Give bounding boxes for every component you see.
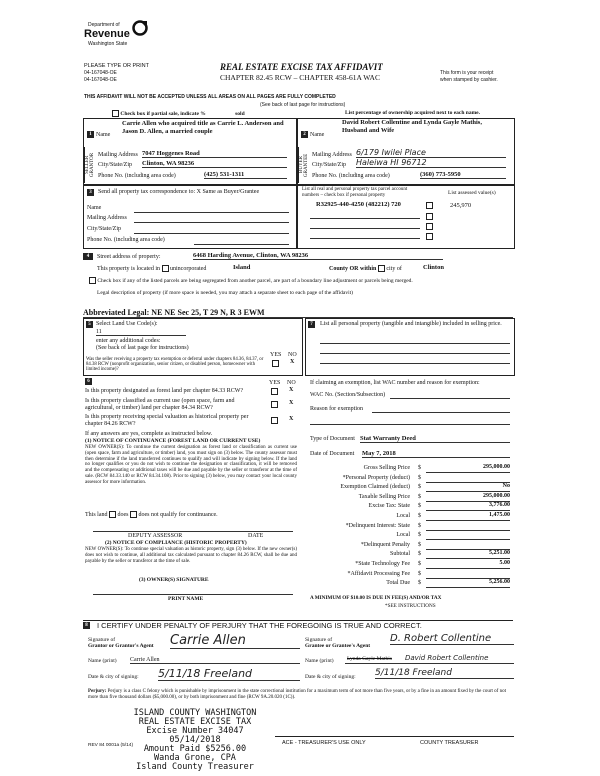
wac-label: WAC No. (Section/Subsection) <box>310 392 386 398</box>
seller-name: Carrie Allen who acquired title as Carrie L. Anderson and Jason D. Allen, a married couple <box>122 120 284 135</box>
section6-no: NO <box>287 380 296 386</box>
historic-answer[interactable]: X <box>289 416 294 422</box>
doc-date[interactable]: May 7, 2018 <box>362 450 510 458</box>
continuance-heading: (1) NOTICE OF CONTINUANCE (FOREST LAND OR CURRENT USE) <box>85 438 261 444</box>
perjury-text: Perjury is a class C felony which is punishable by imprisonment in the state correctional institution for a maximum term of not more than five years, or by a fine in an amount fixed by the court of not more than five thousand dollars ($5,000.00), or by both imprisonment and fine (RCW 9A.20.020 (1C)). <box>88 689 506 700</box>
current-use-yes-checkbox[interactable] <box>271 401 278 408</box>
tax-row <box>310 483 515 493</box>
compliance-heading: (2) NOTICE OF COMPLIANCE (HISTORIC PROPERTY) <box>105 540 247 546</box>
grantee-name-field[interactable] <box>345 654 514 664</box>
receipt-note-2: when stamped by cashier. <box>440 77 498 83</box>
correspondence-label: Send all property tax correspondence to: X Same as Buyer/Grantee <box>98 189 260 195</box>
perjury-note <box>88 689 514 701</box>
tax-row-value[interactable]: 5,251.00 <box>426 550 510 559</box>
personal-property-line-3[interactable] <box>320 363 510 364</box>
parcel-checkbox-4[interactable] <box>426 233 433 240</box>
stamp-line-5: Amount Paid $5256.00 <box>143 744 247 754</box>
parcel-line-4[interactable] <box>310 238 420 239</box>
stamp-line-1: ISLAND COUNTY WASHINGTON <box>133 708 257 718</box>
land-use-section <box>83 318 303 376</box>
grantee-sig-label <box>305 637 370 649</box>
section6 <box>83 376 301 601</box>
section6-number: 6 <box>85 378 92 385</box>
print-note: PLEASE TYPE OR PRINT <box>84 63 150 69</box>
grantor-sig-label <box>88 637 154 649</box>
buyer-phone-label: Phone No. (including area code) <box>312 173 390 179</box>
see-instructions-note: *SEE INSTRUCTIONS <box>385 603 436 609</box>
doc-type[interactable]: Stat Warranty Deed <box>360 435 510 443</box>
stamp-line-2: REAL ESTATE EXCISE TAX <box>138 717 252 727</box>
grantor-name[interactable]: Carrie Allen <box>130 657 300 664</box>
tax-row <box>310 512 515 522</box>
tax-row <box>310 522 515 532</box>
tax-rows <box>310 464 515 589</box>
tax-row-label: Subtotal <box>389 551 410 558</box>
historic-question: Is this property receiving special valuation as historical property per chapter 84.26 RCW? <box>85 414 249 427</box>
buyer-side-label: BUYER GRANTEE <box>298 147 306 183</box>
stamp-line-6: Wanda Grone, CPA <box>154 753 236 763</box>
seller-section <box>83 118 297 185</box>
exemption-claim-label: If claiming an exemption, list WAC number and reason for exemption: <box>310 380 480 386</box>
tax-row-label: *State Technology Fee <box>355 560 410 567</box>
does-not-label: does not qualify for continuance. <box>138 511 218 518</box>
footer-county-treasurer: COUNTY TREASURER <box>420 740 479 746</box>
tax-row-currency: $ <box>418 551 421 558</box>
footer-rev: REV 84 0001a (5/14) <box>88 743 134 748</box>
tax-row-label: Local <box>396 512 410 519</box>
tax-row <box>310 560 515 570</box>
list-percentage-note: List percentage of ownership acquired next to each name. <box>345 110 480 116</box>
personal-property-line-1[interactable] <box>320 343 510 344</box>
tax-row-currency: $ <box>418 522 421 529</box>
grantee-date-label: Date & city of signing: <box>305 674 356 680</box>
stamp-line-3: Excise Number 34047 <box>146 726 244 736</box>
buyer-mailing-label: Mailing Address <box>312 152 352 158</box>
tax-row-label: *Personal Property (deduct) <box>342 474 410 481</box>
tax-row-label: *Delinquent Interest: State <box>345 522 410 529</box>
street-address[interactable]: 6468 Harding Avenue, Clinton, WA 98236 <box>193 252 443 260</box>
land-use-exemption-question: Was the seller receiving a property tax exemption or deferral under chapters 84.36, 84.37, or 84.38 RCW (nonprofit organization, senior citizen, or disabled person, homeowner with limited income)? <box>86 357 264 373</box>
seller-phone[interactable]: (425) 531-1311 <box>204 171 287 179</box>
agency-dept: Department of <box>88 22 120 28</box>
legal-label: Legal description of property (if more space is needed, you may attach a separate sheet to each page of the affidavit) <box>97 290 353 296</box>
form-chapter: CHAPTER 82.45 RCW – CHAPTER 458-61A WAC <box>220 73 380 82</box>
tax-row-value[interactable]: No <box>426 483 510 492</box>
tax-row-value[interactable]: 5,256.00 <box>426 579 510 588</box>
grantor-date[interactable]: 5/11/18 Freeland <box>158 667 300 681</box>
forest-answer[interactable]: X <box>289 387 294 393</box>
form-title: REAL ESTATE EXCISE TAX AFFIDAVIT <box>220 62 383 72</box>
land-use-additional: enter any additional codes: <box>96 338 161 344</box>
tax-row-value[interactable] <box>426 474 510 483</box>
exemption-claim <box>310 380 515 412</box>
revenue-swoosh-icon <box>132 20 148 36</box>
exemption-reason-label: Reason for exemption <box>310 406 363 412</box>
current-use-question: Is this property classified as current use (open space, farm and agricultural, or timber) land per chapter 84.34 RCW? <box>85 398 235 411</box>
segregated-checkbox[interactable] <box>89 277 96 284</box>
tax-row-label: Taxable Selling Price <box>358 493 410 500</box>
correspondence-city-field[interactable] <box>134 233 289 234</box>
doc-type-label: Type of Document <box>310 436 355 442</box>
grantor-sig-label-2: Grantor or Grantor's Agent <box>88 643 154 649</box>
personal-property-number: 7 <box>308 321 315 328</box>
buyer-city-label: City/State/Zip <box>312 162 346 168</box>
owner-signature-label: (3) OWNER(S) SIGNATURE <box>139 577 209 583</box>
certify-row <box>83 620 513 631</box>
tax-computation <box>310 436 515 596</box>
seller-side-label: SELLER GRANTOR <box>84 147 92 183</box>
seller-number: 1 <box>87 131 94 138</box>
land-use-code[interactable]: 11 <box>96 329 186 336</box>
parcels-value-header: List assessed value(s) <box>448 190 496 196</box>
unincorporated-label: unincorporated <box>170 265 207 272</box>
located-label: This property is located in <box>97 265 160 272</box>
certify-text: I CERTIFY UNDER PENALTY OF PERJURY THAT THE FOREGOING IS TRUE AND CORRECT. <box>97 621 422 630</box>
land-use-yes: YES <box>270 352 282 358</box>
tax-row <box>310 550 515 560</box>
parcel-line-2[interactable] <box>310 218 420 219</box>
tax-row <box>310 493 515 503</box>
county-row <box>329 265 402 272</box>
personal-property-line-2[interactable] <box>320 353 510 354</box>
grantee-name: David Robert Collentine <box>405 654 489 662</box>
tax-row-value[interactable]: 1,475.00 <box>426 512 510 521</box>
buyer-city[interactable]: Haleiwa HI 96712 <box>356 158 506 168</box>
correspondence-phone-field[interactable] <box>194 244 289 245</box>
correspondence-name-label: Name <box>87 205 102 211</box>
tax-row <box>310 579 515 589</box>
buyer-name-label: Name <box>310 132 325 138</box>
tax-row-currency: $ <box>418 532 421 539</box>
unincorporated-checkbox[interactable] <box>162 265 169 272</box>
correspondence-name-field[interactable] <box>134 212 289 213</box>
parcel-checkbox-2[interactable] <box>426 213 433 220</box>
parcels-section <box>297 185 515 249</box>
minimum-fee-note: A MINIMUM OF $10.00 IS DUE IN FEE(S) AND/OR TAX <box>310 595 442 601</box>
instructions-note: (See back of last page for instructions) <box>260 102 346 108</box>
seller-name-label: Name <box>96 132 111 138</box>
segregated-label: Check box if any of the listed parcels are being segregated from another parcel, are part of a boundary line adjustment or parcels being merged. <box>97 277 413 284</box>
doc-date-label: Date of Document <box>310 451 355 457</box>
stamp-line-7: Island County Treasurer <box>136 762 254 772</box>
does-not-checkbox[interactable] <box>130 511 137 518</box>
city-checkbox[interactable] <box>378 265 385 272</box>
parcel-checkbox-3[interactable] <box>426 223 433 230</box>
city-of-label: city of <box>386 265 402 272</box>
correspondence-city-label: City/State/Zip <box>87 226 121 232</box>
certify-number: 8 <box>83 622 90 629</box>
this-land-label: This land <box>85 511 108 518</box>
seller-mailing-label: Mailing Address <box>98 152 138 158</box>
tax-row-label: *Delinquent Penalty <box>360 541 410 548</box>
parcel-assessed-value: 245,970 <box>450 202 472 209</box>
section6-yes: YES <box>269 380 281 386</box>
tax-row-currency: $ <box>418 541 421 548</box>
personal-property-section <box>305 318 515 376</box>
buyer-phone[interactable]: (360) 773-5950 <box>420 171 506 179</box>
compliance-text: NEW OWNER(S): To continue special valuation as historic property, sign (3) below. If the new owner(s) does not wish to continue, all additional tax calculated pursuant to chapter 84.26 RCW, shall be due and payable by the seller or transferor at the time of sale. <box>85 547 297 564</box>
correspondence-number: 3 <box>87 189 94 196</box>
wac-field[interactable] <box>390 398 510 399</box>
does-label: does <box>117 511 129 518</box>
partial-sale-label: Check box if partial sale, indicate % <box>120 110 206 117</box>
tax-row-value[interactable] <box>426 541 510 550</box>
correspondence-section <box>83 185 297 249</box>
land-use-label: Select Land Use Code(s): <box>96 321 158 327</box>
treasurer-stamp <box>120 709 270 772</box>
grantee-signature[interactable]: D. Robert Collentine <box>390 633 514 645</box>
agency-name: Revenue <box>84 28 130 40</box>
agency-state: Washington State <box>88 41 128 47</box>
land-use-number: 5 <box>86 321 93 328</box>
tax-row-currency: $ <box>418 474 421 481</box>
land-use-no: NO <box>288 352 297 358</box>
reason-field-2[interactable] <box>310 424 510 425</box>
revenue-logo <box>82 20 154 54</box>
form-code-1: 04-167048-OE <box>84 70 117 76</box>
personal-property-label: List all personal property (tangible and intangible) included in selling price. <box>320 321 502 327</box>
grantor-sig-label-1: Signature of <box>88 637 116 643</box>
located-row <box>97 265 206 272</box>
continuance-text: NEW OWNER(S): To continue the current designation as forest land or classification as current use (open space, farm and agriculture, or timber) land, you must sign on (3) below. The county assessor must then determine if the land transferred continues to qualify and will indicate by signing below. If the land no longer qualifies or you do not wish to continue the designation or classification, it will be removed and the compensating or additional taxes will be due and payable by the seller or transferor at the time of sale. (RCW 84.33.140 or RCW 84.34.108). Prior to signing (3) below, you may contact your local county assessor for more information. <box>85 445 297 485</box>
land-use-see-back: (See back of last page for instructions) <box>96 345 189 351</box>
grantor-signature[interactable]: Carrie Allen <box>170 633 300 649</box>
forest-yes-checkbox[interactable] <box>271 388 278 395</box>
exemption-answer[interactable]: X <box>290 359 295 365</box>
reason-field-1[interactable] <box>372 412 510 413</box>
qualify-row <box>85 511 218 518</box>
tax-row-label: Gross Selling Price <box>363 465 410 471</box>
footer-treasurer-only: ACE - TREASURER'S USE ONLY <box>282 740 366 746</box>
tax-row <box>310 541 515 551</box>
tax-row-value[interactable] <box>426 570 510 579</box>
perjury-label: Perjury: <box>88 689 107 694</box>
tax-row-label: Excise Tax: State <box>368 503 410 510</box>
buyer-number: 2 <box>301 131 308 138</box>
tax-row-value[interactable]: 295,000.00 <box>426 493 510 502</box>
grantee-name-label: Name (print) <box>305 658 334 664</box>
print-name-label: PRINT NAME <box>168 596 204 602</box>
parcel-number: R32925-440-4250 (482212) 720 <box>316 201 401 208</box>
grantor-name-label: Name (print) <box>88 658 117 664</box>
print-name-line[interactable] <box>93 594 293 595</box>
if-yes-note: If any answers are yes, complete as instructed below. <box>85 431 213 437</box>
does-checkbox[interactable] <box>109 511 116 518</box>
correspondence-mailing-field[interactable] <box>134 222 289 223</box>
partial-sale-row <box>112 110 245 117</box>
tax-row <box>310 531 515 541</box>
assessor-date-label: DATE <box>248 533 264 539</box>
parcel-line-3[interactable] <box>310 228 420 229</box>
tax-row-currency: $ <box>418 512 421 519</box>
parcel-personal-checkbox[interactable] <box>426 202 433 209</box>
buyer-name-2: Husband and Wife <box>342 127 395 134</box>
tax-row-currency: $ <box>418 465 421 471</box>
seller-mailing[interactable]: 7047 Hoggenes Road <box>142 150 287 158</box>
tax-row-label: Exemption Claimed (deduct) <box>340 484 410 491</box>
tax-row-currency: $ <box>418 503 421 510</box>
tax-row-label: Total Due <box>386 580 410 587</box>
tax-row-currency: $ <box>418 484 421 491</box>
exemption-yes-checkbox[interactable] <box>272 360 279 367</box>
tax-row-value[interactable]: 295,000.00 <box>426 464 510 473</box>
buyer-name-1: David Robert Collentine and Lynda Gayle Mathis, <box>342 119 482 126</box>
seller-city[interactable]: Clinton, WA 98236 <box>142 160 287 168</box>
seller-phone-label: Phone No. (including area code) <box>98 173 176 179</box>
tax-row-label: Local <box>396 532 410 539</box>
grantee-name-struck: Lynda Gayle Mathis <box>347 656 392 662</box>
tax-row <box>310 502 515 512</box>
footer-line <box>275 736 514 737</box>
county-label: County OR within <box>329 265 377 272</box>
property-number: 4 <box>83 253 93 260</box>
tax-row-label: *Affidavit Processing Fee <box>347 570 410 577</box>
grantee-sig-label-2: Grantee or Grantee's Agent <box>305 643 371 649</box>
tax-row-currency: $ <box>418 570 421 577</box>
street-label: Street address of property: <box>97 254 161 260</box>
county-name: Island <box>233 264 251 271</box>
acceptance-warning: THIS AFFIDAVIT WILL NOT BE ACCEPTED UNLESS ALL AREAS ON ALL PAGES ARE FULLY COMPLETED <box>84 94 336 100</box>
tax-row <box>310 570 515 580</box>
grantor-date-label: Date & city of signing: <box>88 674 139 680</box>
correspondence-mailing-label: Mailing Address <box>87 215 127 221</box>
tax-row <box>310 474 515 484</box>
tax-row-value[interactable]: 3,776.00 <box>426 502 510 511</box>
deputy-assessor-label: DEPUTY ASSESSOR <box>128 533 183 539</box>
grantee-date[interactable]: 5/11/18 Freeland <box>375 668 514 679</box>
segregated-row <box>89 277 413 284</box>
grantee-sig-label-1: Signature of <box>305 637 333 643</box>
tax-row-value[interactable] <box>426 531 510 540</box>
parcels-header-1: List all real and personal property tax parcel account <box>302 187 408 192</box>
form-code-2: 04-167048-OE <box>84 77 117 83</box>
forest-question: Is this property designated as forest land per chapter 84.33 RCW? <box>85 388 244 394</box>
buyer-section <box>297 118 515 185</box>
property-section <box>83 252 513 302</box>
receipt-note-1: This form is your receipt <box>440 70 494 76</box>
tax-row-currency: $ <box>418 580 421 587</box>
correspondence-phone-label: Phone No. (including area code) <box>87 237 165 243</box>
partial-sale-checkbox[interactable] <box>112 110 119 117</box>
parcels-header-2: numbers – check box if personal property <box>302 193 386 198</box>
tax-row-currency: $ <box>418 560 421 567</box>
tax-row-value[interactable] <box>426 522 510 531</box>
tax-row-currency: $ <box>418 493 421 500</box>
current-use-answer[interactable]: X <box>289 400 294 406</box>
tax-row <box>310 464 515 474</box>
seller-city-label: City/State/Zip <box>98 162 132 168</box>
city-name: Clinton <box>423 264 444 271</box>
abbreviated-legal: Abbreviated Legal: NE NE Sec 25, T 29 N, R 3 EWM <box>83 308 513 318</box>
stamp-line-4: 05/14/2018 <box>169 735 221 745</box>
assessor-signature-line[interactable] <box>93 531 293 532</box>
tax-row-value[interactable]: 5.00 <box>426 560 510 569</box>
buyer-mailing[interactable]: 6/179 Iwilei Place <box>356 148 506 158</box>
partial-sale-suffix: sold <box>235 110 245 117</box>
historic-yes-checkbox[interactable] <box>271 417 278 424</box>
